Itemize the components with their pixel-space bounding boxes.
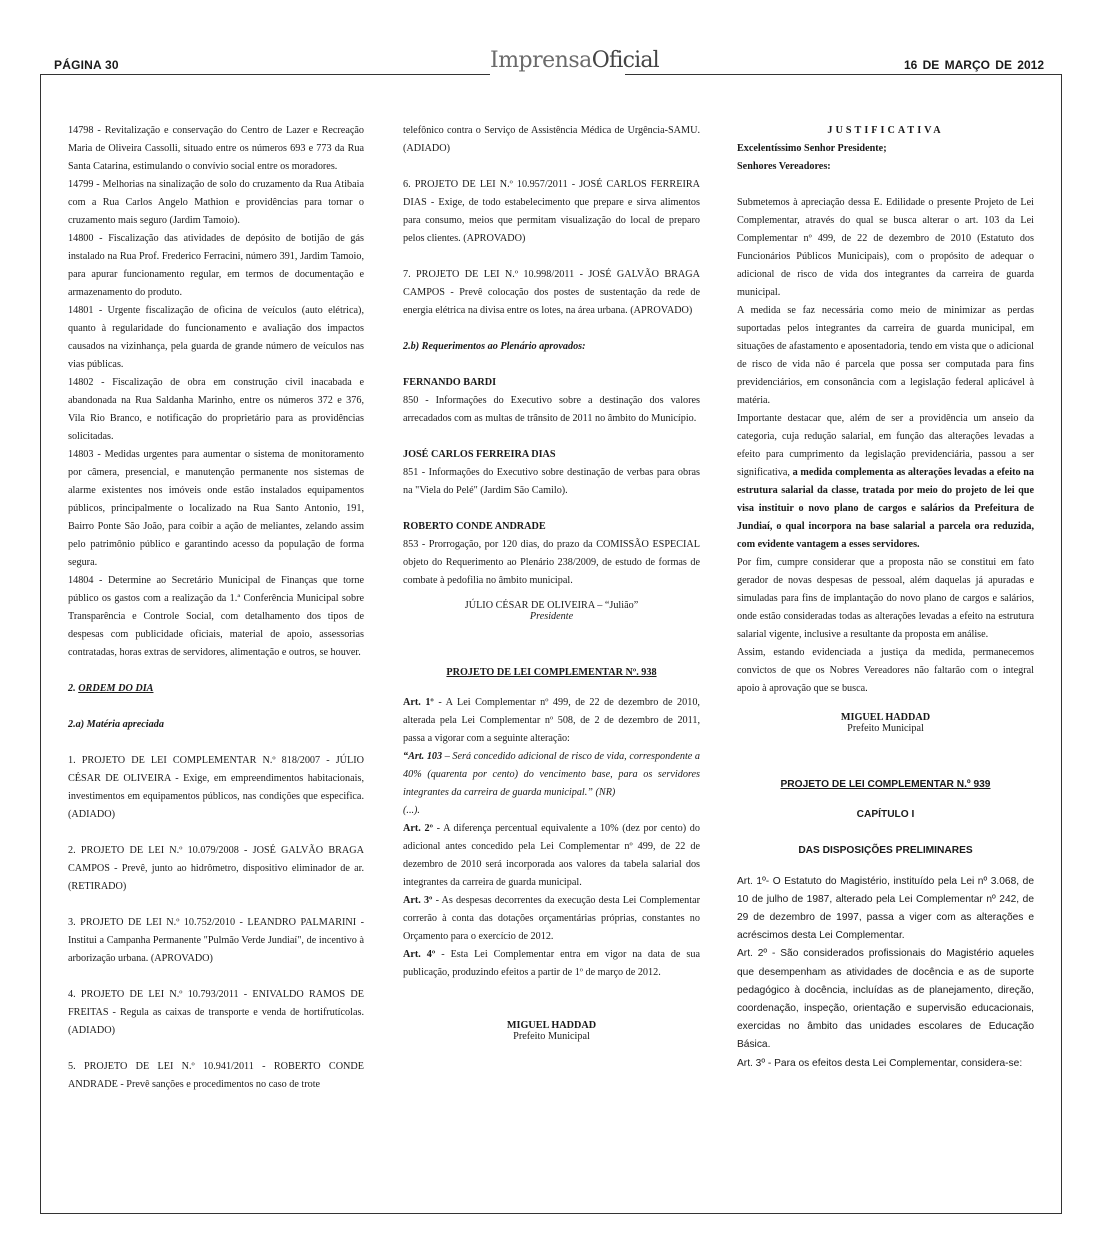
- justificativa-paragraph: Assim, estando evidenciada a justiça da medida, permanecemos convictos de que os Nobres Vereadores não faltarão com o integral apoio à aprovação que se busca.: [737, 647, 1034, 694]
- column-2: [403, 122, 700, 1042]
- projeto-continuation: telefônico contra o Serviço de Assistência Médica de Urgência-SAMU. (ADIADO): [403, 125, 700, 154]
- requerimento-text: 850 - Informações do Executivo sobre a destinação dos valores arrecadados com as multas de trânsito de 2011 no âmbito do Município.: [403, 395, 700, 424]
- column-1: [68, 122, 364, 1094]
- paragraph-text: Importante destacar que, além de ser a providência um anseio da categoria, cuja redução salarial, em função das alterações levadas a efeito para cumprimento da legislação previdenciária, passou a ser significativa,: [737, 413, 1034, 478]
- article-label: Art. 4º: [403, 949, 436, 960]
- plc-938-title: PROJETO DE LEI COMPLEMENTAR Nº. 938: [446, 667, 657, 678]
- indicacao-item: 14802 - Fiscalização de obra em construção civil inacabada e abandonada na Rua Saldanha Marinho, entre os números 372 e 376, Vila Rio Branco, e notificação do proprietário para as providências solicitadas.: [68, 377, 364, 442]
- salutation: Senhores Vereadores:: [737, 161, 831, 172]
- paragraph-emphasis: a medida complementa as alterações levadas a efeito na estrutura salarial da classe, tratada por meio do projeto de lei que visa instituir o novo plano de cargos e salários da Prefeitura de Jundiaí, o qual incorpora na base salarial a parcela ora reduzida, com evidente vantagem a esses servidores.: [737, 467, 1035, 550]
- signature-name: MIGUEL HADDAD: [506, 1020, 597, 1031]
- indicacao-item: 14800 - Fiscalização das atividades de depósito de botijão de gás instalado na Rua Prof. Frederico Ferracini, número 391, Jardim Tamoio, para apurar funcionamento regular, em termos de documentação e armazenamento do produto.: [68, 233, 364, 298]
- indicacao-item: 14803 - Medidas urgentes para aumentar o sistema de monitoramento por câmera, presencial, e manutenção permanente nos sistemas de alarme existentes nos imóveis onde estão instalados equipamentos públicos, principalmente o localizado na Rua Santo Antonio, 191, Bairro Ponte São João, para coibir a ação de meliantes, zelando assim pelo patrimônio público e garantindo acesso da população de forma segura.: [68, 449, 364, 568]
- article-2: [403, 820, 700, 892]
- issue-date: 16 DE MARÇO DE 2012: [903, 58, 1044, 72]
- ellipsis: (...).: [403, 805, 420, 816]
- chapter-title: CAPÍTULO I: [856, 809, 915, 821]
- justificativa-paragraph: [737, 410, 1034, 554]
- article-3: Art. 3º - Para os efeitos desta Lei Complementar, considera-se:: [737, 1057, 1023, 1069]
- article-2: Art. 2º - São considerados profissionais do Magistério aqueles que desempenham as atividades de docência e as de suporte pedagógico à docência, incluídas as de planejamento, direção, coordenação, inspeção, orientação e supervisão educacionais, exercidas no âmbito das unidades escolares de Educação Básica.: [737, 948, 1034, 1051]
- article-1: Art. 1º- O Estatuto do Magistério, instituído pela Lei nº 3.068, de 10 de julho de 1987, alterado pela Lei Complementar nº 242, de 29 de dezembro de 1997, passa a viger com as alterações e acréscimos desta Lei Complementar.: [737, 875, 1034, 942]
- article-3: [403, 892, 700, 946]
- article-label: “Art. 103: [403, 751, 443, 762]
- masthead-part-1: Imprensa: [490, 48, 592, 73]
- requerimento-text: 853 - Prorrogação, por 120 dias, do prazo da COMISSÃO ESPECIAL objeto do Requerimento ao Plenário 238/2009, de estudo de formas de combate à pedofilia no âmbito municipal.: [403, 539, 700, 586]
- requerimento-text: 851 - Informações do Executivo sobre destinação de verbas para obras na "Viela do Pelé" (Jardim São Camilo).: [403, 467, 700, 496]
- article-4: [403, 946, 700, 982]
- vereador-name: FERNANDO BARDI: [403, 377, 497, 388]
- projeto-item: 5. PROJETO DE LEI N.º 10.941/2011 - ROBERTO CONDE ANDRADE - Prevê sanções e procedimentos no caso de trote: [68, 1061, 364, 1090]
- article-label: Art. 2º: [403, 823, 433, 834]
- signature-name: JÚLIO CÉSAR DE OLIVEIRA – “Julião”: [464, 600, 639, 611]
- indicacao-item: 14799 - Melhorias na sinalização de solo do cruzamento da Rua Atibaia com a Rua Carlos Angelo Mathion e providências para tornar o cruzamento mais seguro (Jardim Tamoio).: [68, 179, 364, 226]
- article-1: [403, 694, 700, 748]
- ordem-do-dia-heading: [68, 680, 364, 698]
- signature-role: Presidente: [529, 611, 574, 622]
- projeto-item: 4. PROJETO DE LEI N.º 10.793/2011 - ENIVALDO RAMOS DE FREITAS - Regula as caixas de transporte e venda de hortifrutícolas. (ADIADO): [68, 989, 364, 1036]
- justificativa-paragraph: Por fim, cumpre considerar que a proposta não se constitui em fato gerador de novas despesas de pessoal, além daquelas já apuradas e simuladas para fins de implantação do novo plano de cargos e salários, onde estão consideradas todas as alterações levadas a efeito na estrutura salarial vigente, inclusive a resultante da proposta em análise.: [737, 557, 1034, 640]
- justificativa-title: JUSTIFICATIVA: [827, 125, 944, 136]
- article-label: Art. 3º: [403, 895, 433, 906]
- article-text: - A Lei Complementar nº 499, de 22 de dezembro de 2010, alterada pela Lei Complementar nº 508, de 2 de dezembro de 2011, passa a vigorar com a seguinte alteração:: [403, 697, 700, 744]
- article-text: - As despesas decorrentes da execução desta Lei Complementar correrão à conta das dotações orçamentárias próprias, constantes no Orçamento para o exercício de 2012.: [403, 895, 700, 942]
- article-text: - A diferença percentual equivalente a 10% (dez por cento) do adicional antes concedido pela Lei Complementar nº 499, de 22 de dezembro de 2010 será incorporada aos valores da tabela salarial dos integrantes da carreira de guarda municipal.: [403, 823, 700, 888]
- vereador-name: JOSÉ CARLOS FERREIRA DIAS: [403, 449, 556, 460]
- projeto-item: 1. PROJETO DE LEI COMPLEMENTAR N.º 818/2007 - JÚLIO CÉSAR DE OLIVEIRA - Exige, em empreendimentos habitacionais, investimentos em equipamentos públicos, nas condições que especifica. (ADIADO): [68, 755, 364, 820]
- projeto-item: 3. PROJETO DE LEI N.º 10.752/2010 - LEANDRO PALMARINI - Institui a Campanha Permanente "Pulmão Verde Jundiaí", de incentivo à arborização urbana. (APROVADO): [68, 917, 364, 964]
- salutation: Excelentíssimo Senhor Presidente;: [737, 143, 887, 154]
- indicacao-item: 14798 - Revitalização e conservação do Centro de Lazer e Recreação Maria de Oliveira Cassolli, situado entre os números 693 e 773 da Rua Santa Catarina, estimulando o convívio social entre os moradores.: [68, 125, 364, 172]
- signature-name: MIGUEL HADDAD: [840, 712, 931, 723]
- indicacao-item: 14804 - Determine ao Secretário Municipal de Finanças que torne público os gastos com a realização da 1.ª Conferência Municipal sobre Transparência e Controle Social, com detalhamento dos tipos de despesas com publicidade oficiais, material de apoio, assessorias contratadas, horas extras de servidores, alimentação e outros, se houver.: [68, 575, 364, 658]
- section-title: DAS DISPOSIÇÕES PRELIMINARES: [798, 845, 973, 857]
- plc-939-title: PROJETO DE LEI COMPLEMENTAR N.º 939: [780, 779, 991, 790]
- projeto-item: 7. PROJETO DE LEI N.º 10.998/2011 - JOSÉ GALVÃO BRAGA CAMPOS - Prevê colocação dos postes de sustentação da rede de energia elétrica na divisa entre os lotes, na área urbana. (APROVADO): [403, 269, 700, 316]
- signature-role: Prefeito Municipal: [847, 723, 924, 734]
- justificativa-paragraph: A medida se faz necessária como meio de minimizar as perdas suportadas pelos integrantes da carreira de guarda municipal, em situações de afastamento e aposentadoria, tendo em vista que o adicional de risco de vida não é parcela que possa ser computada para fins previdenciários, em consonância com a legislação federal aplicável à matéria.: [737, 305, 1034, 406]
- signature-role: Prefeito Municipal: [513, 1031, 590, 1042]
- masthead-logo: [490, 48, 659, 73]
- article-103-quote: [403, 748, 700, 802]
- article-text: – Será concedido adicional de risco de vida, correspondente a 40% (quarenta por cento) do vencimento base, para os servidores integrantes da carreira de guarda municipal.” (NR): [403, 751, 700, 798]
- requerimentos-heading: 2.b) Requerimentos ao Plenário aprovados:: [403, 341, 586, 352]
- ordem-label: ORDEM DO DIA: [78, 683, 154, 694]
- masthead-part-2: Oficial: [591, 48, 659, 73]
- article-text: - Esta Lei Complementar entra em vigor na data de sua publicação, produzindo efeitos a partir de 1º de março de 2012.: [403, 949, 701, 978]
- justificativa-paragraph: Submetemos à apreciação dessa E. Edilidade o presente Projeto de Lei Complementar, através do qual se busca alterar o art. 103 da Lei Complementar nº 499, de 22 de dezembro de 2010 (Estatuto dos Funcionários Públicos Municipais), com o propósito de adequar o adicional de risco de vida dos integrantes da carreira de guarda municipal.: [737, 197, 1034, 298]
- projeto-item: 6. PROJETO DE LEI N.º 10.957/2011 - JOSÉ CARLOS FERREIRA DIAS - Exige, de todo estabelecimento que prepare e sirva alimentos para consumo, meios que permitam visualização do local de preparo pelos clientes. (APROVADO): [403, 179, 700, 244]
- indicacao-item: 14801 - Urgente fiscalização de oficina de veículos (auto elétrica), quanto à regularidade do funcionamento e avaliação dos impactos causados na vizinhança, pela guarda de grande número de veículos nas vias públicas.: [68, 305, 364, 370]
- article-label: Art. 1º: [403, 697, 434, 708]
- column-3: [737, 122, 1034, 1073]
- vereador-name: ROBERTO CONDE ANDRADE: [403, 521, 546, 532]
- projeto-item: 2. PROJETO DE LEI N.º 10.079/2008 - JOSÉ GALVÃO BRAGA CAMPOS - Prevê, junto ao hidrômetro, dispositivo eliminador de ar. (RETIRADO): [68, 845, 364, 892]
- materia-heading: 2.a) Matéria apreciada: [68, 719, 164, 730]
- page-number: PÁGINA 30: [54, 58, 119, 72]
- ordem-number: 2.: [68, 683, 79, 694]
